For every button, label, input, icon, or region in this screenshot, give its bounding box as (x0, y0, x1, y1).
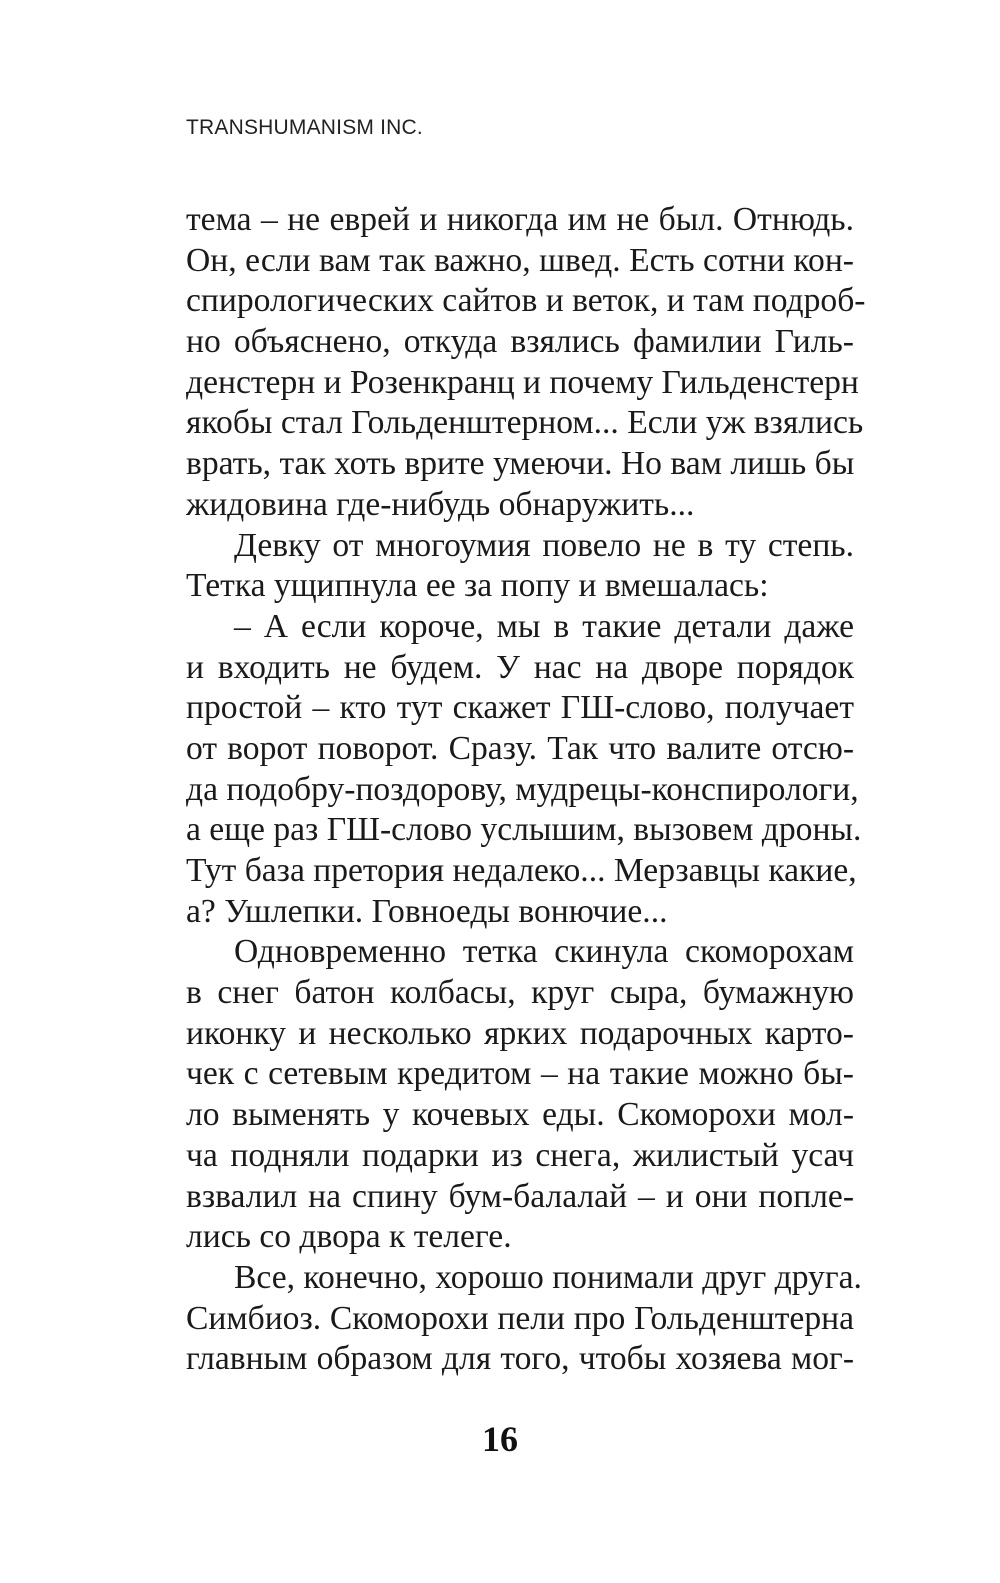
text-line: якобы стал Гольденштерном... Если уж взялись (186, 404, 864, 442)
text-line: ча подняли подарки из снега, жилистый усач (186, 1136, 854, 1174)
text-line: Тут база претория недалеко... Мерзавцы какие, (186, 852, 857, 889)
text-line: а? Ушлепки. Говноеды вонючие... (186, 892, 668, 930)
text-line: Одновременно тетка скинула скоморохам (234, 933, 854, 971)
text-line: Симбиоз. Скоморохи пели про Гольденштерна (186, 1299, 854, 1337)
page-number: 16 (482, 1419, 518, 1459)
text-line: в снег батон колбасы, круг сыра, бумажную (186, 974, 854, 1012)
text-line: да подобру-поздорову, мудрецы-конспирологи, (186, 770, 859, 808)
text-line: но объяснено, откуда взялись фамилии Гиль- (186, 323, 854, 361)
text-line: жидовина где-нибудь обнаружить... (186, 485, 695, 523)
text-line: главным образом для того, чтобы хозяева мог- (186, 1340, 854, 1378)
text-line: лись со двора к телеге. (186, 1218, 512, 1256)
text-line: от ворот поворот. Сразу. Так что валите отсю- (186, 729, 854, 767)
text-line: чек с сетевым кредитом – на такие можно бы- (186, 1055, 854, 1093)
text-line: а еще раз ГШ-слово услышим, вызовем дроны. (186, 811, 862, 849)
text-line: врать, так хоть врите умеючи. Но вам лишь бы (186, 445, 855, 483)
text-line: и входить не будем. У нас на дворе порядок (186, 648, 854, 686)
text-line: спирологических сайтов и веток, и там подроб- (186, 282, 866, 320)
body-text (186, 200, 866, 1380)
text-line: Все, конечно, хорошо понимали друг друга. (234, 1258, 862, 1296)
text-line: иконку и несколько ярких подарочных карто- (186, 1014, 854, 1052)
text-line: ло выменять у кочевых еды. Скоморохи мол- (186, 1096, 854, 1134)
text-line: Тетка ущипнула ее за попу и вмешалась: (186, 567, 769, 605)
text-line: Он, если вам так важно, швед. Есть сотни кон- (186, 241, 854, 279)
text-line: Девку от многоумия повело не в ту степь. (234, 526, 854, 564)
text-line: взвалил на спину бум-балалай – и они попле- (186, 1177, 854, 1215)
text-line: денстерн и Розенкранц и почему Гильденстерн (186, 363, 859, 401)
text-line: – А если короче, мы в такие детали даже (234, 607, 854, 645)
text-line: тема – не еврей и никогда им не был. Отнюдь. (186, 201, 854, 238)
running-head: TRANSHUMANISM INC. (186, 116, 423, 139)
text-line: простой – кто тут скажет ГШ-слово, получает (186, 689, 854, 727)
